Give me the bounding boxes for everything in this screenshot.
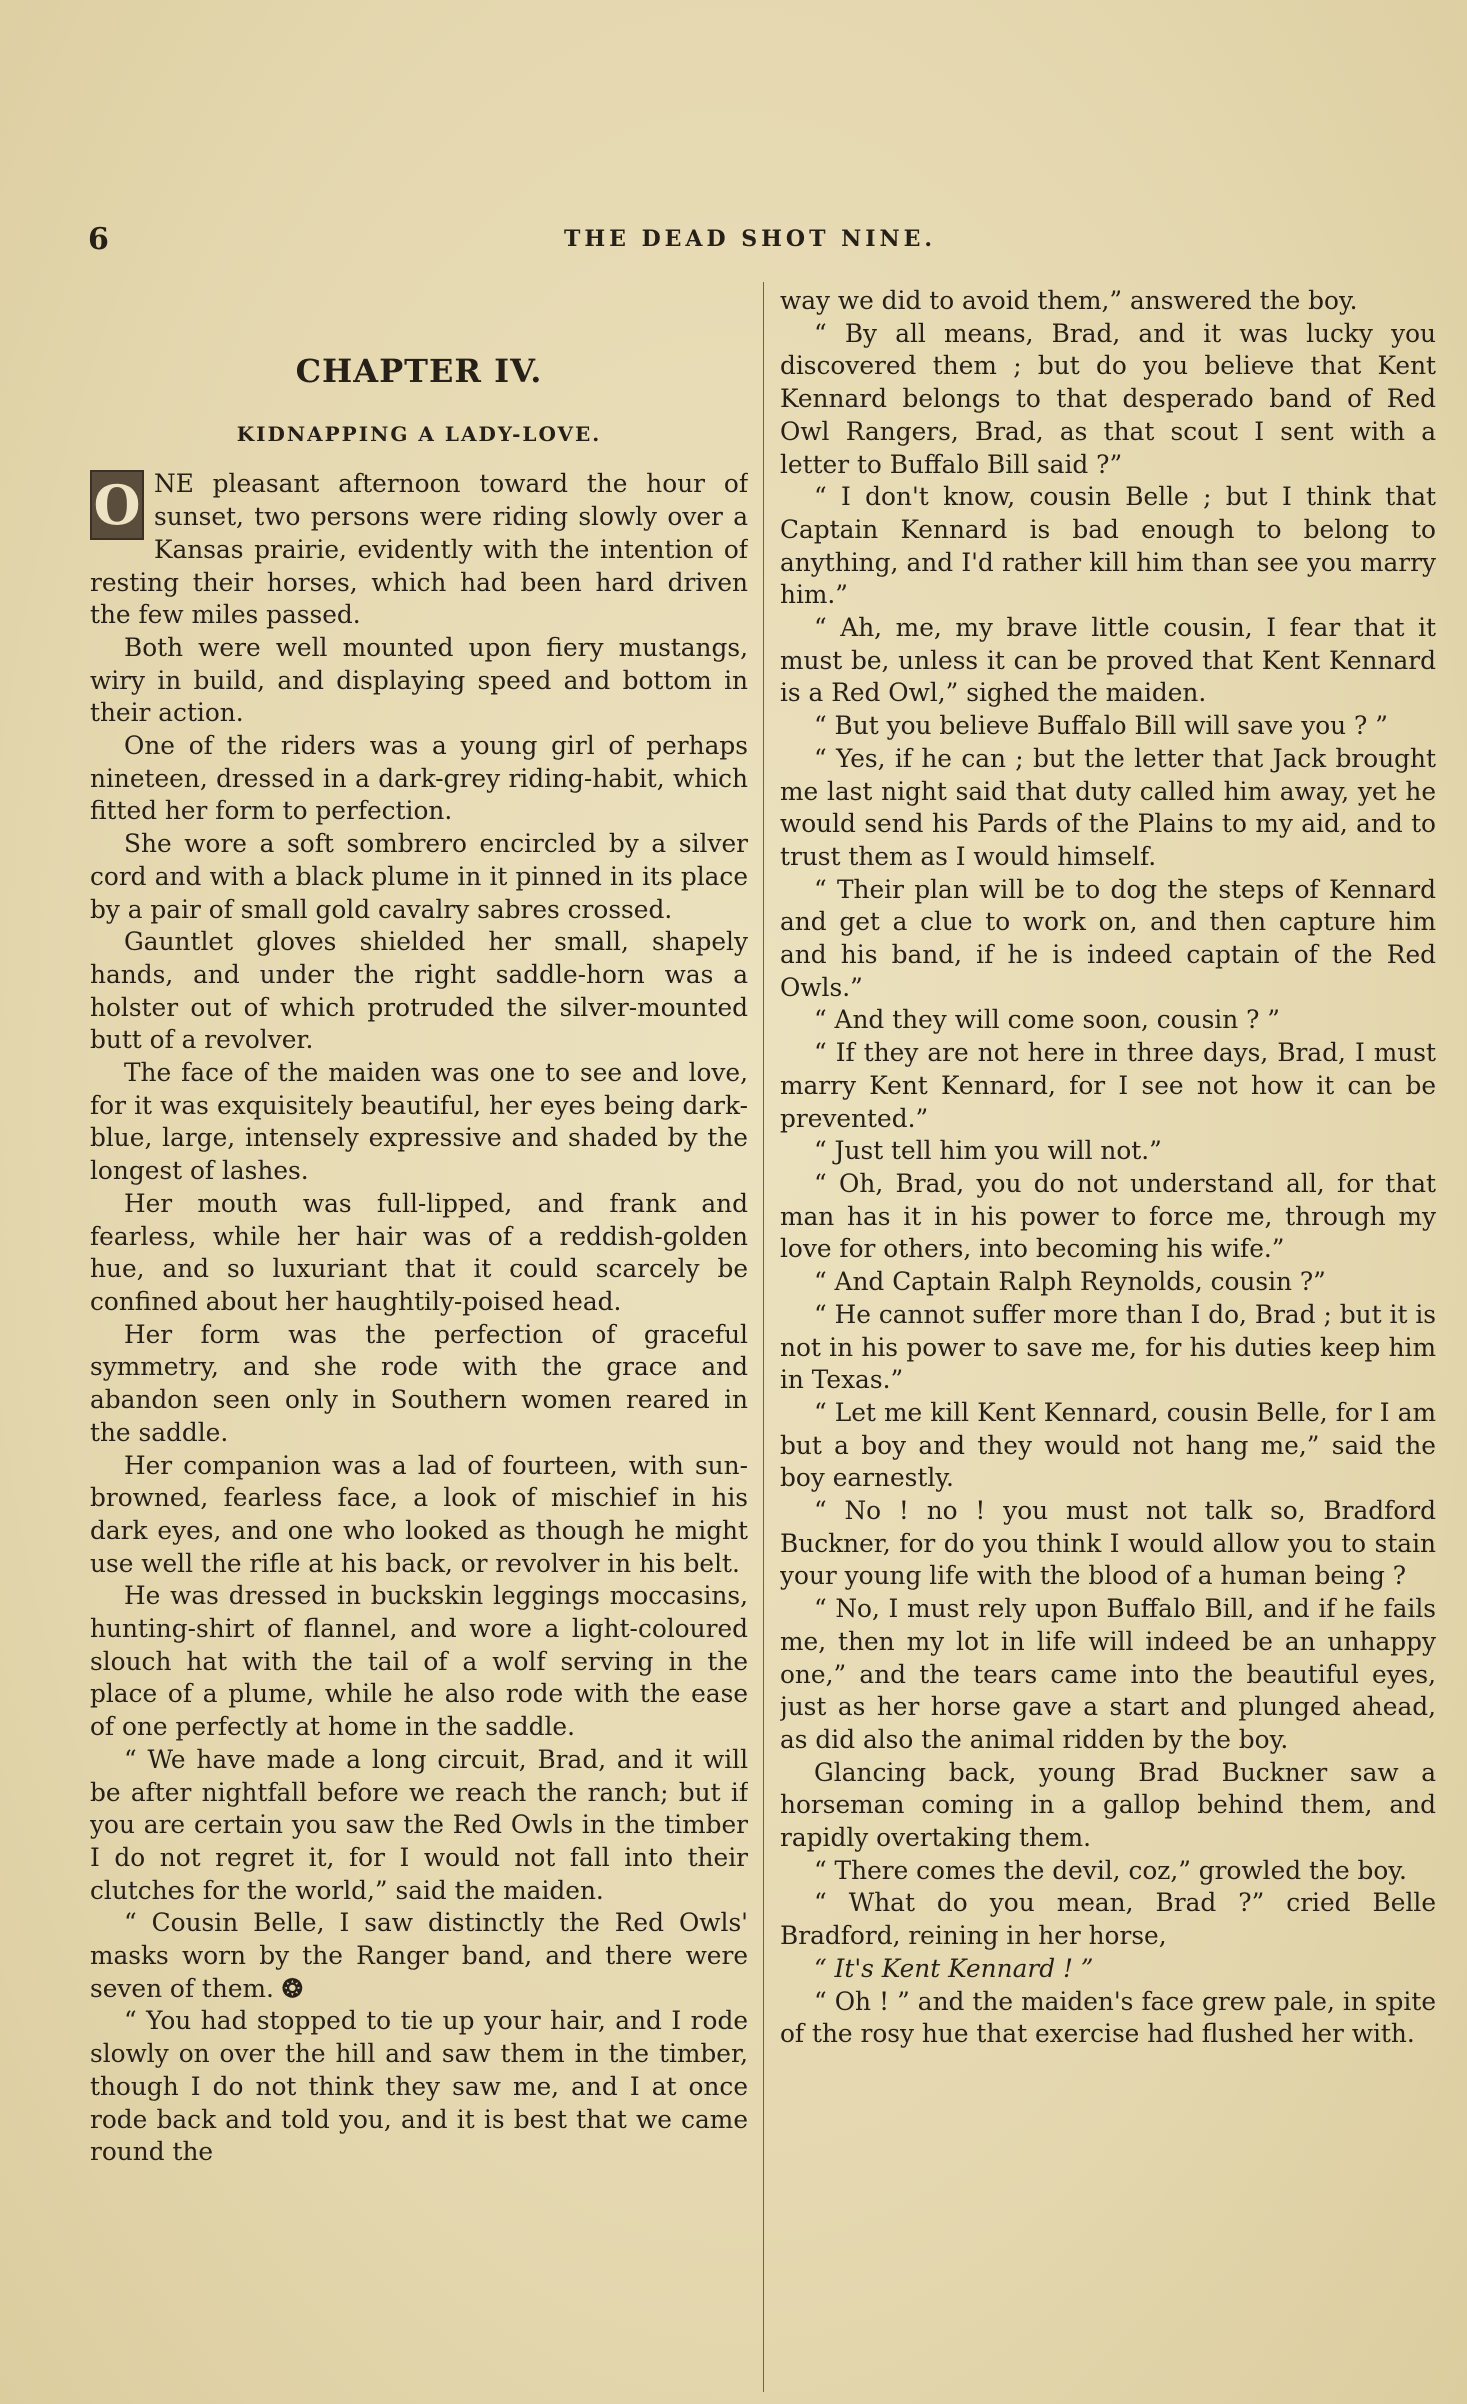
- paragraph: “ Oh ! ” and the maiden's face grew pale, in spite of the rosy hue that exercise had flushed her with.: [780, 1986, 1436, 2049]
- paragraph: “ No ! no ! you must not talk so, Bradford Buckner, for do you think I would allow you to stain your young life with the blood of a human being ?: [780, 1496, 1436, 1591]
- paragraph: “ Let me kill Kent Kennard, cousin Belle, for I am but a boy and they would not hang me,” said the boy earnestly.: [780, 1397, 1436, 1493]
- paragraph: “ Just tell him you will not.”: [814, 1136, 1162, 1166]
- paragraph: Gauntlet gloves shielded her small, shapely hands, and under the right saddle-horn was a holster out of which protruded the silver-mounted butt of a revolver.: [90, 927, 748, 1055]
- paragraph: “ By all means, Brad, and it was lucky you discovered them ; but do you believe that Kent Kennard belongs to that desperado band of Red Owl Rangers, Brad, as that scout I sent with a letter to Buffalo Bill said ?”: [780, 318, 1436, 479]
- paragraph: “ He cannot suffer more than I do, Brad ; but it is not in his power to save me, for his duties keep him in Texas.”: [780, 1299, 1436, 1395]
- paragraph: “ We have made a long circuit, Brad, and it will be after nightfall before we reach the ranch; but if you are certain you saw the Red Owls in the timber I do not regret it, for I would not fall into their clutches for the world,” said the maiden.: [90, 1744, 748, 1905]
- paragraph: “ And Captain Ralph Reynolds, cousin ?”: [814, 1267, 1326, 1297]
- left-column: [90, 285, 748, 2384]
- paragraph: “ Their plan will be to dog the steps of Kennard and get a clue to work on, and then capture him and his band, if he is indeed captain of the Red Owls.”: [780, 874, 1436, 1002]
- paragraph: [90, 1907, 748, 2005]
- paragraph: “ Oh, Brad, you do not understand all, for that man has it in his power to force me, through my love for others, into becoming his wife.”: [780, 1168, 1436, 1264]
- paragraph: “ It's Kent Kennard ! ”: [814, 1953, 1094, 1983]
- paragraph-text: “ Cousin Belle, I saw distinctly the Red Owls' masks worn by the Ranger band, and there were seven of them.: [90, 1908, 748, 2003]
- chapter-subtitle: KIDNAPPING A LADY-LOVE.: [236, 421, 602, 446]
- paragraph: “ Ah, me, my brave little cousin, I fear that it must be, unless it can be proved that Kent Kennard is a Red Owl,” sighed the maiden.: [780, 613, 1436, 708]
- paragraph: “ But you believe Buffalo Bill will save you ? ”: [814, 711, 1388, 741]
- paragraph: Her form was the perfection of graceful symmetry, and she rode with the grace and abandon seen only in Southern women reared in the saddle.: [90, 1319, 748, 1447]
- page-number: 6: [88, 222, 109, 257]
- paragraph: “ I don't know, cousin Belle ; but I think that Captain Kennard is bad enough to belong to anything, and I'd rather kill him than see you marry him.”: [780, 482, 1436, 610]
- paragraph-text: NE pleasant afternoon toward the hour of sunset, two persons were riding slowly over a Kansas prairie, evidently with the intention of resting their horses, which had been hard driven the few miles passed.: [90, 469, 748, 630]
- paragraph: “ No, I must rely upon Buffalo Bill, and if he fails me, then my lot in life will indeed be an unhappy one,” and the tears came into the beautiful eyes, just as her horse gave a start and plunged ahead, as did also the animal ridden by the boy.: [780, 1594, 1436, 1754]
- paragraph: “ And they will come soon, cousin ? ”: [814, 1005, 1280, 1035]
- paragraph: She wore a soft sombrero encircled by a silver cord and with a black plume in it pinned in its place by a pair of small gold cavalry sabres crossed.: [90, 829, 748, 924]
- paragraph: Her mouth was full-lipped, and frank and fearless, while her hair was of a reddish-golden hue, and so luxuriant that it could scarcely be confined about her haughtily-poised head.: [90, 1188, 748, 1316]
- paragraph: way we did to avoid them,” answered the boy.: [780, 286, 1358, 315]
- paragraph: Her companion was a lad of fourteen, with sun-browned, fearless face, a look of mischief in his dark eyes, and one who looked as though he might use well the rifle at his back, or revolver in his belt.: [90, 1450, 748, 1578]
- paragraph: He was dressed in buckskin leggings moccasins, hunting-shirt of flannel, and wore a light-coloured slouch hat with the tail of a wolf serving in the place of a plume, while he also rode with the ease of one perfectly at home in the saddle.: [90, 1581, 748, 1742]
- column-divider: [763, 282, 764, 2392]
- paragraph: [90, 468, 748, 632]
- page-header: [88, 222, 1448, 262]
- paragraph: Both were well mounted upon fiery mustangs, wiry in build, and displaying speed and bottom in their action.: [90, 632, 748, 728]
- drop-cap: O: [90, 470, 144, 540]
- paragraph: Glancing back, young Brad Buckner saw a horseman coming in a gallop behind them, and rapidly overtaking them.: [780, 1757, 1436, 1853]
- running-title: THE DEAD SHOT NINE.: [564, 226, 937, 252]
- paragraph: One of the riders was a young girl of perhaps nineteen, dressed in a dark-grey riding-habit, which fitted her form to perfection.: [90, 731, 748, 826]
- paragraph: “ Yes, if he can ; but the letter that Jack brought me last night said that duty called him away, yet he would send his Pards of the Plains to my aid, and to trust them as I would himself.: [780, 743, 1436, 871]
- paragraph: “ What do you mean, Brad ?” cried Belle Bradford, reining in her horse,: [780, 1888, 1436, 1951]
- chapter-title: CHAPTER IV.: [295, 352, 543, 390]
- right-column: [780, 285, 1436, 2384]
- paragraph: “ You had stopped to tie up your hair, and I rode slowly on over the hill and saw them in the timber, though I do not think they saw me, and I at once rode back and told you, and it is best that we came round the: [90, 2006, 748, 2167]
- paragraph: The face of the maiden was one to see and love, for it was exquisitely beautiful, her eyes being dark-blue, large, intensely expressive and shaded by the longest of lashes.: [90, 1058, 748, 1186]
- paragraph: “ If they are not here in three days, Brad, I must marry Kent Kennard, for I see not how it can be prevented.”: [780, 1038, 1436, 1133]
- printer-mark-icon: ❂: [281, 1973, 303, 2003]
- paragraph: “ There comes the devil, coz,” growled the boy.: [814, 1855, 1407, 1885]
